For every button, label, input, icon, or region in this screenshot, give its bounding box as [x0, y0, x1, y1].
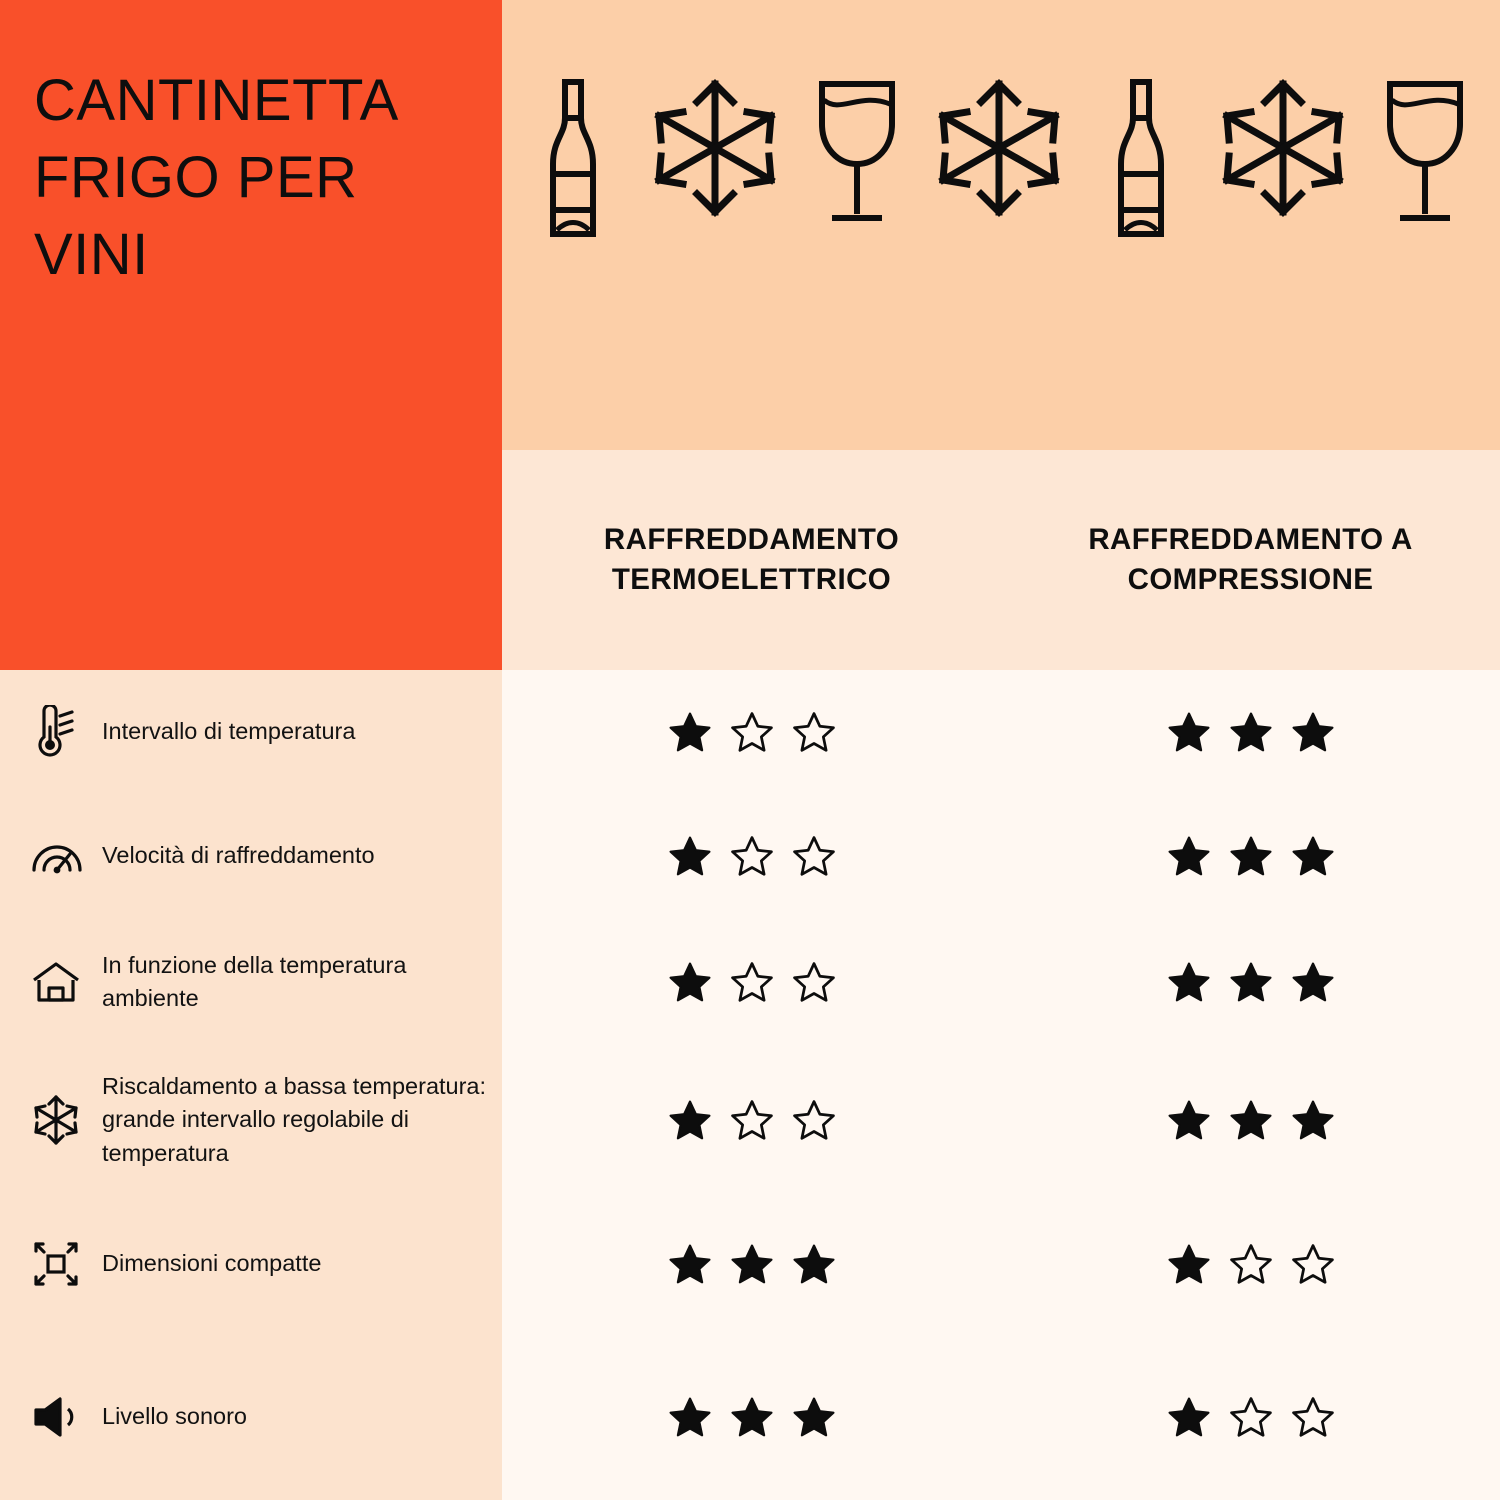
- feature-cell: [0, 1238, 502, 1290]
- wine-bottle-icon: [1070, 78, 1212, 240]
- star-filled-icon: [668, 1099, 712, 1142]
- star-filled-icon: [1229, 835, 1273, 878]
- wine-glass-icon: [786, 78, 928, 228]
- star-filled-icon: [1229, 1099, 1273, 1142]
- speaker-icon: [30, 1394, 102, 1440]
- table-row: [0, 1194, 1500, 1334]
- star-filled-icon: [1167, 711, 1211, 754]
- star-empty-icon: [730, 961, 774, 1004]
- star-filled-icon: [1167, 961, 1211, 1004]
- snowflake-icon: [644, 78, 786, 218]
- comparison-table: [0, 670, 1500, 1500]
- rating-thermoelectric: [502, 1396, 1001, 1439]
- star-empty-icon: [1291, 1396, 1335, 1439]
- star-empty-icon: [792, 1099, 836, 1142]
- star-filled-icon: [1229, 961, 1273, 1004]
- thermometer-icon: [30, 705, 102, 759]
- star-empty-icon: [792, 961, 836, 1004]
- feature-label: Livello sonoro: [102, 1403, 248, 1430]
- star-filled-icon: [792, 1396, 836, 1439]
- star-filled-icon: [730, 1396, 774, 1439]
- rating-thermoelectric: [502, 1243, 1001, 1286]
- column-header-thermoelectric-label: RAFFREDDAMENTO TERMOELETTRICO: [603, 523, 900, 596]
- snowflake-icon: [1212, 78, 1354, 218]
- star-filled-icon: [1291, 961, 1335, 1004]
- rating-compressor: [1001, 1243, 1500, 1286]
- column-header-compressor: [1001, 450, 1500, 670]
- star-filled-icon: [1291, 835, 1335, 878]
- star-filled-icon: [668, 835, 712, 878]
- star-filled-icon: [1229, 711, 1273, 754]
- table-row: [0, 670, 1500, 794]
- star-empty-icon: [792, 711, 836, 754]
- star-filled-icon: [1291, 711, 1335, 754]
- snowflake-icon: [928, 78, 1070, 218]
- star-filled-icon: [1167, 1243, 1211, 1286]
- wine-bottle-icon: [502, 78, 644, 240]
- decorative-icon-banner: [502, 0, 1500, 450]
- star-empty-icon: [730, 1099, 774, 1142]
- rating-compressor: [1001, 1099, 1500, 1142]
- column-headers: [502, 450, 1500, 670]
- column-header-thermoelectric: [502, 450, 1001, 670]
- feature-cell: [0, 1070, 502, 1170]
- rating-compressor: [1001, 1396, 1500, 1439]
- star-filled-icon: [1167, 1099, 1211, 1142]
- wine-glass-icon: [1354, 78, 1496, 228]
- compact-size-icon: [30, 1238, 102, 1290]
- rating-thermoelectric: [502, 961, 1001, 1004]
- star-filled-icon: [668, 1396, 712, 1439]
- rating-compressor: [1001, 835, 1500, 878]
- rating-compressor: [1001, 711, 1500, 754]
- feature-label: Riscaldamento a bassa temperatura: grande intervallo regolabile di temperatura: [102, 1072, 487, 1166]
- star-filled-icon: [730, 1243, 774, 1286]
- feature-cell: [0, 949, 502, 1016]
- rating-thermoelectric: [502, 1099, 1001, 1142]
- star-filled-icon: [1167, 835, 1211, 878]
- star-filled-icon: [668, 961, 712, 1004]
- title-block: [0, 0, 502, 670]
- star-filled-icon: [668, 1243, 712, 1286]
- page-title: CANTINETTA FRIGO PER VINI: [34, 68, 396, 288]
- star-empty-icon: [1229, 1243, 1273, 1286]
- star-empty-icon: [792, 835, 836, 878]
- star-filled-icon: [792, 1243, 836, 1286]
- house-icon: [30, 958, 102, 1006]
- table-row: [0, 918, 1500, 1046]
- feature-cell: [0, 705, 502, 759]
- star-filled-icon: [668, 711, 712, 754]
- feature-label: Intervallo di temperatura: [102, 718, 356, 745]
- star-filled-icon: [1167, 1396, 1211, 1439]
- star-empty-icon: [1229, 1396, 1273, 1439]
- feature-label: In funzione della temperatura ambiente: [102, 951, 407, 1011]
- snowflake-icon: [30, 1093, 102, 1147]
- feature-cell: [0, 1394, 502, 1440]
- feature-cell: [0, 834, 502, 878]
- star-filled-icon: [1291, 1099, 1335, 1142]
- rating-thermoelectric: [502, 711, 1001, 754]
- table-row: [0, 1046, 1500, 1194]
- star-empty-icon: [1291, 1243, 1335, 1286]
- star-empty-icon: [730, 711, 774, 754]
- speed-gauge-icon: [30, 834, 102, 878]
- table-row: [0, 1334, 1500, 1500]
- rating-thermoelectric: [502, 835, 1001, 878]
- feature-label: Velocità di raffreddamento: [102, 842, 375, 869]
- feature-label: Dimensioni compatte: [102, 1250, 322, 1277]
- column-header-compressor-label: RAFFREDDAMENTO A COMPRESSIONE: [1088, 523, 1413, 596]
- star-empty-icon: [730, 835, 774, 878]
- rating-compressor: [1001, 961, 1500, 1004]
- table-row: [0, 794, 1500, 918]
